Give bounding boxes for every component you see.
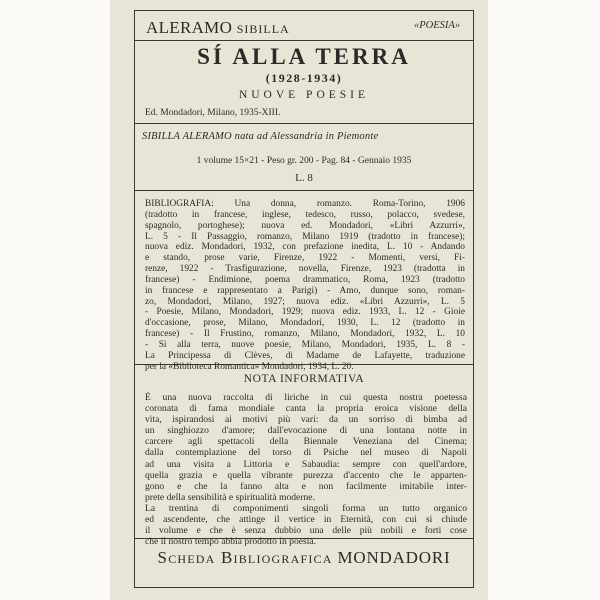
nota-line: il volume e che è senza dubbio una delle più nobili e forti cose bbox=[145, 525, 467, 537]
nota-line: dalla contemplazione del torso di Psiche nel museo di Napoli bbox=[145, 447, 467, 459]
nota-line: quella grazia e quella vibrante purezza d'accento che le apparten- bbox=[145, 469, 467, 481]
divider bbox=[134, 123, 474, 124]
nota-line: che il nostro tempo abbia prodotto in poesia. bbox=[145, 536, 317, 548]
bibliography bbox=[145, 199, 465, 373]
publisher-line: Ed. Mondadori, Milano, 1935-XIII. bbox=[145, 108, 281, 118]
genre-label: «POESIA» bbox=[414, 20, 461, 31]
footer-brand: MONDADORI bbox=[337, 548, 451, 567]
nota-line: prete della sensibilità e spiritualità moderne. bbox=[145, 491, 315, 503]
bibliography-line: zo, Mondadori, Milano, 1927; nuova ediz. «Libri Azzurri», L. 5 bbox=[145, 296, 465, 307]
bibliography-line: spagnolo, portoghese); nuova ed. Mondadori, «Libri Azzurri», bbox=[145, 220, 465, 231]
footer-label: Scheda Bibliografica bbox=[157, 548, 333, 567]
nota-line: vita, ispirandosi ai motivi più vari: da un sorriso di bimba ad bbox=[145, 414, 467, 426]
bibliography-line: per la «Biblioteca Romantica» Mondadori, 1934, L. 20. bbox=[145, 361, 354, 372]
nota-line: ed ascendente, che attinge il vertice in Eternità, con cui si chiude bbox=[145, 514, 467, 526]
author-name bbox=[146, 18, 290, 38]
bibliography-line: nuova ediz. Mondadori, 1932, con prefazione inedita, L. 10 - Andando bbox=[145, 242, 465, 253]
price: L. 8 bbox=[295, 172, 313, 184]
book-title: SÍ ALLA TERRA bbox=[197, 44, 411, 69]
bibliography-line: (tradotto in francese, inglese, tedesco, russo, polacco, svedese, bbox=[145, 209, 465, 220]
bibliography-line: renze, 1922 - Trasfigurazione, novella, Firenze, 1923 (tradotta in bbox=[145, 264, 465, 275]
nota-line: La trentina di componimenti singoli forma un tutto organico bbox=[145, 502, 467, 514]
nota-line: coronata di fama mondiale canta la propria eroica visione della bbox=[145, 403, 467, 415]
book-subtitle: NUOVE POESIE bbox=[238, 89, 370, 101]
bibliography-line: in francese e rappresentato a Parigi) - Amo, dunque sono, roman- bbox=[145, 285, 465, 296]
footer bbox=[134, 548, 474, 568]
bibliography-line: francese) - Il Frustino, romanzo, Milano, Mondadori, 1932, L. 10 bbox=[145, 329, 465, 340]
bibliography-line: - Sì alla terra, nuove poesie, Milano, Mondadori, 1935, L. 8 - bbox=[145, 339, 465, 350]
nota-line: È una nuova raccolta di liriche in cui questa nostra poetessa bbox=[145, 392, 467, 403]
bibliography-line: d'occasione, prose, Milano, Mondadori, 1930, L. 12 (tradotto in bbox=[145, 318, 465, 329]
volume-specs: 1 volume 15×21 - Peso gr. 200 - Pag. 84 - Gennaio 1935 bbox=[196, 156, 412, 166]
nota-heading: NOTA INFORMATIVA bbox=[243, 373, 365, 385]
nota-line: carcere agli spettacoli della Biennale Veneziana del Cinema; bbox=[145, 436, 467, 448]
bibliography-line: BIBLIOGRAFIA: Una donna, romanzo. Roma-Torino, 1906 bbox=[145, 199, 465, 209]
nota-line: un singhiozzo d'amore; dall'evocazione di una lontana notte in bbox=[145, 425, 467, 437]
author-surname: ALERAMO bbox=[146, 18, 233, 37]
bibliography-line: - Poesie, Milano, Mondadori, 1929; nuova ediz. 1933, L. 12 - Gioie bbox=[145, 307, 465, 318]
bibliography-line: L. 5 - Il Passaggio, romanzo, Milano 1919 (tradotto in francese); bbox=[145, 231, 465, 242]
author-birthplace: SIBILLA ALERAMO nata ad Alessandria in Piemonte bbox=[142, 131, 379, 142]
divider bbox=[134, 40, 474, 41]
nota-text bbox=[145, 392, 467, 547]
bibliography-line: francese) - Endimione, poema drammatico, Roma, 1923 (tradotto bbox=[145, 274, 465, 285]
author-given-name: SIBILLA bbox=[236, 22, 290, 36]
nota-line: ad una visita a Littoria e Sabaudia: sempre con quell'ardore, bbox=[145, 458, 467, 470]
bibliography-line: e stando, prose varie, Firenze, 1922 - Momenti, versi, Fi- bbox=[145, 253, 465, 264]
divider bbox=[134, 190, 474, 191]
nota-line: gono e che la fanno alta e non facilmente imitabile inter- bbox=[145, 480, 467, 492]
bibliography-line: La Principessa di Clèves, di Madame de Lafayette, traduzione bbox=[145, 350, 465, 361]
book-years: (1928-1934) bbox=[265, 71, 343, 85]
